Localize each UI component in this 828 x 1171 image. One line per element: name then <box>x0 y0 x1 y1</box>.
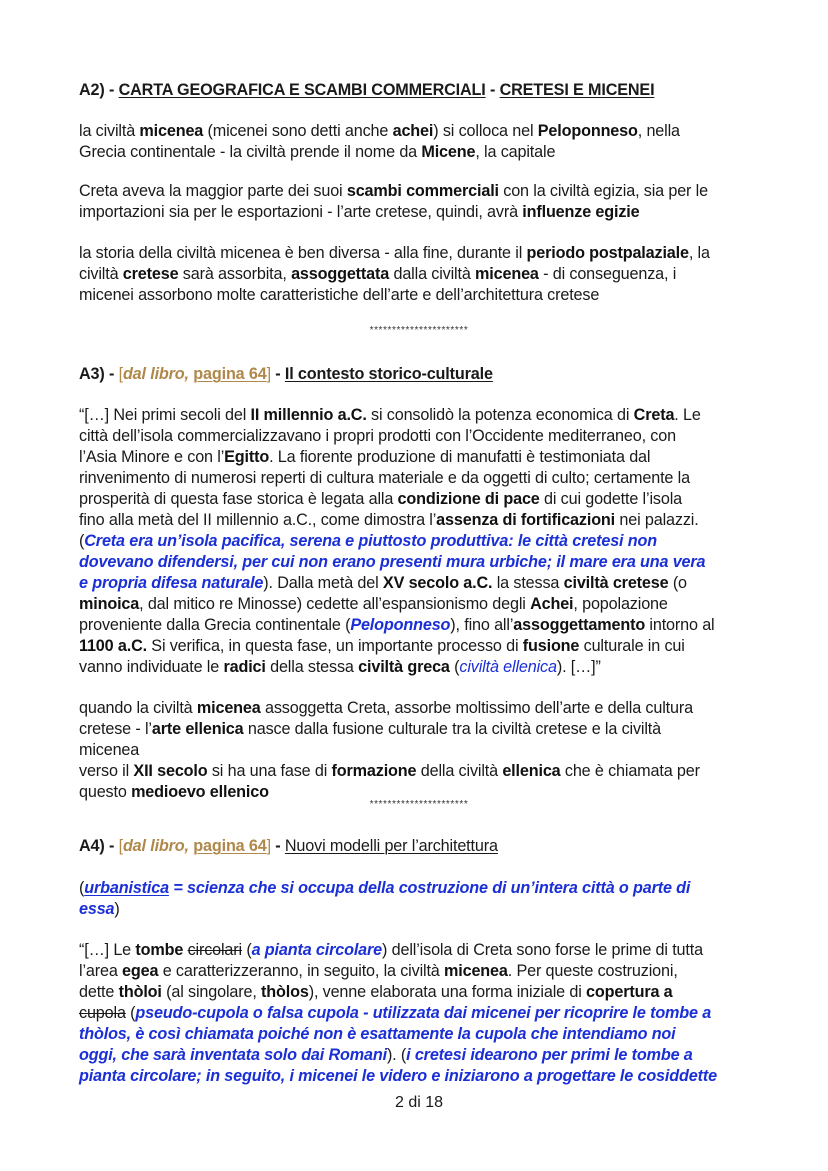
bracket: [ <box>118 365 123 383</box>
annotation: i cretesi idearono per primi le tombe a <box>406 1046 693 1064</box>
quote-line <box>79 552 705 573</box>
text: si consolidò la potenza economica di <box>366 406 634 424</box>
text: - di conseguenza, i <box>538 265 677 283</box>
text: nei palazzi. <box>615 511 699 529</box>
quote-line <box>79 531 657 552</box>
text: questo <box>79 783 132 801</box>
paragraph-line <box>79 142 555 163</box>
text: culturale in cui <box>579 637 685 655</box>
text: ), venne elaborata una forma iniziale di <box>308 983 587 1001</box>
quote-line <box>79 961 678 982</box>
annotation: Creta era un’isola pacifica, serena e piuttosto produttiva: le città cretesi non <box>84 532 657 550</box>
paragraph-line <box>79 285 599 306</box>
bold-term: cretese <box>122 265 179 283</box>
bold-term: medioevo ellenico <box>131 783 269 801</box>
bold-term: achei <box>392 122 434 140</box>
text: , la <box>688 244 710 262</box>
source-label: dal libro, <box>122 837 189 855</box>
text: . Le <box>674 406 701 424</box>
bold-term: egea <box>122 962 159 980</box>
text: civiltà <box>79 265 123 283</box>
quote-line <box>79 636 685 657</box>
bold-term: assoggettata <box>291 265 390 283</box>
quote-line <box>79 940 703 961</box>
text: Creta aveva la maggior parte dei suoi <box>79 182 347 200</box>
bold-term: XV secolo a.C. <box>382 574 493 592</box>
bold-term: fusione <box>522 637 580 655</box>
annotation: essa <box>79 900 115 918</box>
annotation: a pianta circolare <box>251 941 383 959</box>
text: e caratterizzeranno, in seguito, la civiltà <box>158 962 445 980</box>
bold-term: influenze egizie <box>522 203 640 221</box>
bold-term: XII secolo <box>133 762 208 780</box>
text: ( <box>125 1004 136 1022</box>
quote-line <box>79 1024 676 1045</box>
quote-line <box>79 426 676 447</box>
text: vanno individuate le <box>79 658 224 676</box>
bold-term: Micene <box>421 143 476 161</box>
annotation: Peloponneso <box>350 616 451 634</box>
bold-term: thòloi <box>118 983 162 1001</box>
bracket: [ <box>118 837 123 855</box>
text: Grecia continentale - la civiltà prende il nome da <box>79 143 422 161</box>
text: , dal mitico re Minosse) cedette all’espansionismo degli <box>139 595 531 613</box>
bold-term: civiltà greca <box>358 658 450 676</box>
bracket: ] <box>266 837 271 855</box>
bold-term: II millennio a.C. <box>250 406 367 424</box>
quote-line <box>79 1045 693 1066</box>
annotation: pseudo-cupola o falsa cupola - utilizzata dai micenei per ricoprire le tombe a <box>135 1004 712 1022</box>
annotation: oggi, che sarà inventata solo dai Romani <box>79 1046 387 1064</box>
quote-line <box>79 573 687 594</box>
annotation: pianta circolare; in seguito, i micenei le videro e iniziarono a progettare le cosiddette <box>79 1067 717 1085</box>
definition-term: urbanistica <box>84 879 169 897</box>
annotation: e propria difesa naturale <box>79 574 264 592</box>
quote-line <box>79 468 690 489</box>
page-indicator: 2 di 18 <box>394 1094 444 1111</box>
text: ( <box>79 532 85 550</box>
separator: ********************** <box>369 325 469 336</box>
text: ). Dalla metà del <box>263 574 383 592</box>
text: “[…] Nei primi secoli del <box>79 406 251 424</box>
text: “[…] Le <box>79 941 136 959</box>
bold-term: thòlos <box>261 983 309 1001</box>
paragraph-line <box>79 121 680 142</box>
text: della stessa <box>265 658 359 676</box>
bold-term: minoica <box>79 595 140 613</box>
definition-line <box>79 899 120 920</box>
quote-line <box>79 615 715 636</box>
bold-term: tombe <box>135 941 184 959</box>
bold-term: condizione di pace <box>397 490 540 508</box>
bold-term: Creta <box>633 406 675 424</box>
bold-term: Egitto <box>224 448 270 466</box>
text: , nella <box>637 122 680 140</box>
source-page-link[interactable]: pagina 64 <box>193 837 267 855</box>
annotation: dovevano difendersi, per cui non erano presenti mura urbiche; il mare era una vera <box>79 553 706 571</box>
annotation: = scienza che si occupa della costruzione di un’intera città o parte di <box>168 879 691 897</box>
section-a2-heading <box>79 80 654 101</box>
struck-text: circolari <box>187 941 242 959</box>
text: micenei assorbono molte caratteristiche dell’arte e dell’architettura cretese <box>79 286 600 304</box>
bold-term: Achei <box>530 595 574 613</box>
bold-term: micenea <box>475 265 539 283</box>
heading-label: A2) - <box>79 81 119 99</box>
text: ). […]” <box>556 658 601 676</box>
text: ( <box>241 941 252 959</box>
heading-dash: - <box>485 81 500 99</box>
annotation: thòlos, è così chiamata poiché non è esattamente la cupola che intendiamo noi <box>79 1025 676 1043</box>
bracket: ] <box>266 365 271 383</box>
source-label: dal libro, <box>122 365 189 383</box>
text: della civiltà <box>416 762 503 780</box>
text: ). ( <box>386 1046 407 1064</box>
quote-line <box>79 982 673 1003</box>
quote-line <box>79 594 668 615</box>
heading-title: Nuovi modelli per l’architettura <box>284 837 498 855</box>
bold-term: assenza di fortificazioni <box>436 511 616 529</box>
quote-line <box>79 657 601 678</box>
source-page-link[interactable]: pagina 64 <box>193 365 267 383</box>
text: importazioni sia per le esportazioni - l’arte cretese, quindi, avrà <box>79 203 523 221</box>
paragraph-line <box>79 264 676 285</box>
bold-term: micenea <box>139 122 204 140</box>
paragraph-line <box>79 243 710 264</box>
heading-title-part1: CARTA GEOGRAFICA E SCAMBI COMMERCIALI <box>118 81 486 99</box>
text: l’Asia Minore e con l’ <box>79 448 225 466</box>
text: l’area <box>79 962 123 980</box>
text: di cui godette l’isola <box>539 490 682 508</box>
text: , popolazione <box>573 595 668 613</box>
paragraph-line <box>79 202 640 223</box>
heading-label: A3) - <box>79 365 119 383</box>
text: ) dell’isola di Creta sono forse le prime di tutta <box>382 941 703 959</box>
heading-dash: - <box>270 365 285 383</box>
note-line <box>79 698 693 719</box>
text: quando la civiltà <box>79 699 197 717</box>
text: città dell’isola commercializzavano i propri prodotti con l’Occidente mediterraneo, con <box>79 427 676 445</box>
section-a3-heading <box>79 364 493 385</box>
text: (o <box>668 574 687 592</box>
text: la storia della civiltà micenea è ben diversa - alla fine, durante il <box>79 244 527 262</box>
text: dalla civiltà <box>389 265 476 283</box>
heading-label: A4) - <box>79 837 119 855</box>
text: la civiltà <box>79 122 140 140</box>
bold-term: radici <box>223 658 266 676</box>
text: micenea <box>79 741 140 759</box>
text: fino alla metà del II millennio a.C., come dimostra l’ <box>79 511 437 529</box>
text: rinvenimento di numerosi reperti di cultura materiale e da oggetti di culto; certamente la <box>79 469 690 487</box>
note-line <box>79 761 700 782</box>
text: ) <box>114 900 120 918</box>
text: con la civiltà egizia, sia per le <box>498 182 708 200</box>
quote-line <box>79 405 701 426</box>
text: si ha una fase di <box>207 762 332 780</box>
text: dette <box>79 983 119 1001</box>
bold-term: formazione <box>331 762 417 780</box>
separator: ********************** <box>369 799 469 810</box>
quote-line <box>79 447 650 468</box>
text: prosperità di questa fase storica è legata alla <box>79 490 398 508</box>
text: sarà assorbita, <box>178 265 292 283</box>
text: . La fiorente produzione di manufatti è testimoniata dal <box>269 448 651 466</box>
bold-term: copertura a <box>586 983 673 1001</box>
text: ), fino all’ <box>450 616 514 634</box>
heading-dash: - <box>270 837 285 855</box>
heading-title-part2: CRETESI E MICENEI <box>499 81 655 99</box>
text: cretese - l’ <box>79 720 152 738</box>
text: (al singolare, <box>161 983 262 1001</box>
quote-line <box>79 1003 711 1024</box>
text: verso il <box>79 762 134 780</box>
bold-term: scambi commerciali <box>346 182 499 200</box>
bold-term: arte ellenica <box>151 720 244 738</box>
note-line <box>79 719 661 740</box>
quote-line <box>79 489 682 510</box>
annotation: civiltà ellenica <box>459 658 557 676</box>
section-a4-heading <box>79 836 498 857</box>
heading-title: Il contesto storico-culturale <box>284 365 493 383</box>
definition-line <box>79 878 690 899</box>
text: Si verifica, in questa fase, un importante processo di <box>146 637 523 655</box>
paragraph-line <box>79 181 708 202</box>
text: intorno al <box>645 616 715 634</box>
bold-term: periodo postpalaziale <box>526 244 689 262</box>
text: (micenei sono detti anche <box>203 122 393 140</box>
struck-text: cupola <box>79 1004 126 1022</box>
bold-term: civiltà cretese <box>563 574 669 592</box>
text: nasce dalla fusione culturale tra la civiltà cretese e la civiltà <box>243 720 661 738</box>
text: ( <box>79 879 85 897</box>
bold-term: micenea <box>196 699 261 717</box>
quote-line <box>79 1066 717 1087</box>
text: ( <box>449 658 460 676</box>
text: assoggetta Creta, assorbe moltissimo dell’arte e della cultura <box>260 699 693 717</box>
bold-term: ellenica <box>502 762 561 780</box>
bold-term: assoggettamento <box>513 616 646 634</box>
bold-term: micenea <box>444 962 508 980</box>
bold-term: Peloponneso <box>537 122 638 140</box>
text: ) si colloca nel <box>433 122 538 140</box>
bold-term: 1100 a.C. <box>79 637 147 655</box>
note-line <box>79 740 139 761</box>
text: , la capitale <box>475 143 556 161</box>
text: che è chiamata per <box>560 762 700 780</box>
text: . Per queste costruzioni, <box>507 962 678 980</box>
text: proveniente dalla Grecia continentale ( <box>79 616 351 634</box>
quote-line <box>79 510 699 531</box>
text: la stessa <box>492 574 564 592</box>
